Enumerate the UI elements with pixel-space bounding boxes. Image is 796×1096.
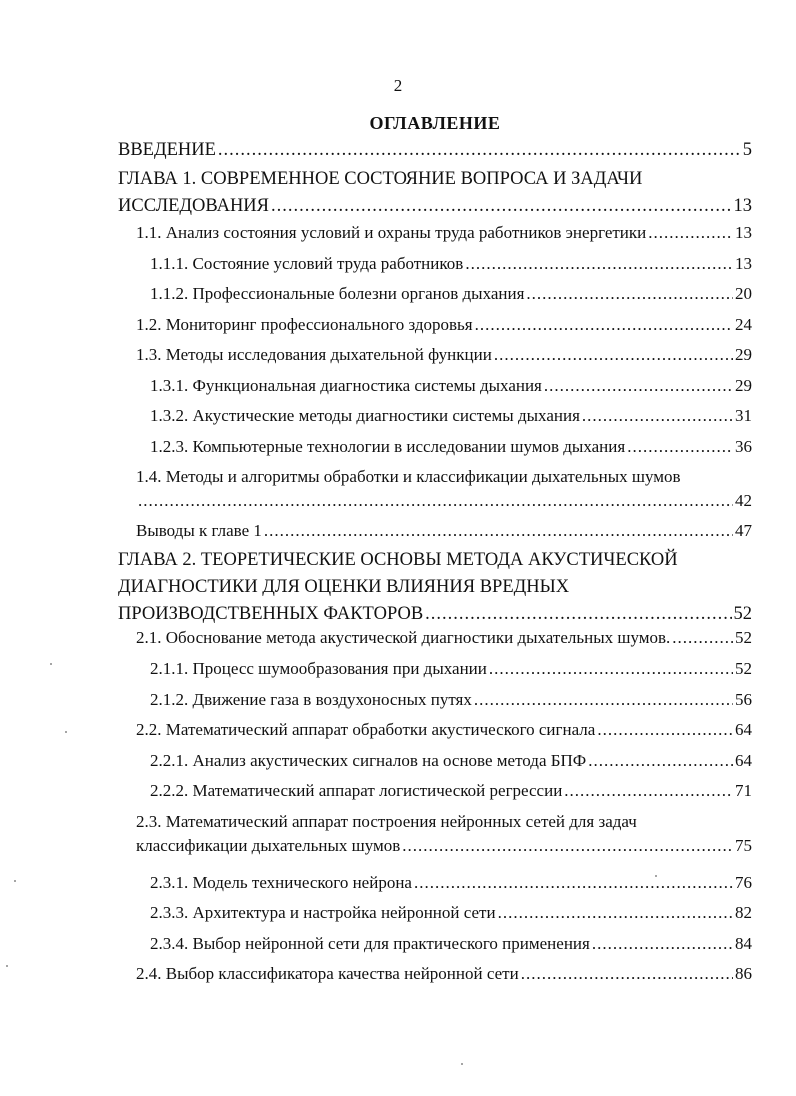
toc-entry-title: 1.1.2. Профессиональные болезни органов дыхания [150, 284, 525, 303]
toc-entry [150, 779, 752, 803]
toc-entry-title: 2.1. Обоснование метода акустической диагностики дыхательных шумов. [136, 628, 671, 647]
dot-leader [544, 374, 733, 398]
toc-entry [150, 657, 752, 681]
toc-entry-title: Выводы к главе 1 [136, 521, 262, 540]
scan-speck [65, 731, 67, 733]
toc-entry-title: 2.2.2. Математический аппарат логистической регрессии [150, 781, 563, 800]
dot-leader [465, 252, 733, 276]
toc-entry-page: 84 [735, 934, 752, 953]
toc-entry [136, 313, 752, 337]
toc-entry-page: 86 [735, 964, 752, 983]
toc-entry-page: 52 [733, 604, 752, 624]
toc-entry-title: ИССЛЕДОВАНИЯ [118, 196, 269, 216]
toc-entry-title: ВВЕДЕНИЕ [118, 140, 216, 160]
toc-entry-title-line: ГЛАВА 2. ТЕОРЕТИЧЕСКИЕ ОСНОВЫ МЕТОДА АКУСТИЧЕСКОЙ [118, 550, 678, 570]
toc-entry-title-line: ГЛАВА 1. СОВРЕМЕННОЕ СОСТОЯНИЕ ВОПРОСА И ЗАДАЧИ [118, 169, 643, 189]
toc-entry [136, 465, 752, 513]
toc-entry-title: 1.3. Методы исследования дыхательной функции [136, 345, 492, 364]
dot-leader [526, 282, 733, 306]
dot-leader [592, 932, 733, 956]
toc-entry [150, 282, 752, 306]
toc-entry-page: 13 [733, 196, 752, 216]
scan-speck [50, 663, 52, 665]
dot-leader [425, 601, 731, 628]
toc-entry [150, 252, 752, 276]
toc-entry [136, 519, 752, 543]
toc-entry-page: 24 [735, 315, 752, 334]
dot-leader [402, 834, 733, 858]
toc-entry-page: 13 [735, 254, 752, 273]
toc-entry-page: 82 [735, 903, 752, 922]
dot-leader [648, 221, 733, 245]
toc-entry-title-line: 1.4. Методы и алгоритмы обработки и классификации дыхательных шумов [136, 467, 681, 486]
toc-entry-page: 75 [735, 836, 752, 855]
toc-entry [136, 626, 752, 650]
scan-speck [14, 880, 16, 882]
toc-entry-page: 52 [735, 659, 752, 678]
toc-entry-title: ПРОИЗВОДСТВЕННЫХ ФАКТОРОВ [118, 604, 424, 624]
dot-leader [627, 435, 733, 459]
dot-leader [494, 343, 733, 367]
toc-entry [150, 932, 752, 956]
dot-leader [489, 657, 733, 681]
toc-entry [150, 901, 752, 925]
dot-leader [672, 626, 733, 650]
toc-entry-page: 29 [735, 345, 752, 364]
scan-speck [461, 1063, 463, 1065]
toc-entry-page: 76 [735, 873, 752, 892]
toc-entry-title: 2.4. Выбор классификатора качества нейронной сети [136, 964, 519, 983]
toc-entry-title: 2.2.1. Анализ акустических сигналов на основе метода БПФ [150, 751, 587, 770]
dot-leader [218, 137, 741, 164]
toc-entry [118, 166, 752, 220]
dot-leader [498, 901, 733, 925]
toc-entry-title-line: ДИАГНОСТИКИ ДЛЯ ОЦЕНКИ ВЛИЯНИЯ ВРЕДНЫХ [118, 577, 570, 597]
toc-entry-title: 1.2.3. Компьютерные технологии в исследовании шумов дыхания [150, 437, 626, 456]
toc-entry [150, 435, 752, 459]
toc-entry-page: 31 [735, 406, 752, 425]
toc-entry [150, 404, 752, 428]
toc-entry-title: 1.3.1. Функциональная диагностика системы дыхания [150, 376, 542, 395]
toc-entry [136, 718, 752, 742]
toc-entry-title: 2.3.3. Архитектура и настройка нейронной сети [150, 903, 496, 922]
toc-entry-title: классификации дыхательных шумов [136, 836, 401, 855]
toc-entry [118, 547, 752, 628]
toc-entry-page: 13 [735, 223, 752, 242]
toc-entry-title: 2.2. Математический аппарат обработки акустического сигнала [136, 720, 596, 739]
toc-entry-title: 2.3.4. Выбор нейронной сети для практического применения [150, 934, 590, 953]
toc-entry [150, 749, 752, 773]
toc-entry-page: 47 [735, 521, 752, 540]
toc-entry-page: 20 [735, 284, 752, 303]
dot-leader [588, 749, 733, 773]
scan-speck [655, 875, 657, 877]
toc-entry [136, 962, 752, 986]
toc-entry-title: 1.1.1. Состояние условий труда работников [150, 254, 464, 273]
toc-entry-page: 29 [735, 376, 752, 395]
toc-entry-title: 2.1.1. Процесс шумообразования при дыхании [150, 659, 487, 678]
dot-leader [414, 871, 733, 895]
toc-entry-page: 71 [735, 781, 752, 800]
toc-entry [136, 343, 752, 367]
dot-leader [475, 313, 733, 337]
toc-entry-title: 1.2. Мониторинг профессионального здоровья [136, 315, 473, 334]
toc-entry-title: 2.1.2. Движение газа в воздухоносных путях [150, 690, 472, 709]
toc-entry-title: 1.3.2. Акустические методы диагностики системы дыхания [150, 406, 580, 425]
dot-leader [564, 779, 733, 803]
toc-entry [150, 374, 752, 398]
dot-leader [474, 688, 733, 712]
dot-leader [597, 718, 733, 742]
scan-speck [6, 965, 8, 967]
toc-entry-title-line: 2.3. Математический аппарат построения нейронных сетей для задач [136, 812, 637, 831]
toc-entry-page: 56 [735, 690, 752, 709]
toc-entry [150, 688, 752, 712]
toc-entry-page: 5 [742, 140, 752, 160]
dot-leader [521, 962, 733, 986]
dot-leader [582, 404, 733, 428]
toc-entry [136, 810, 752, 858]
toc-entry-title: 1.1. Анализ состояния условий и охраны труда работников энергетики [136, 223, 647, 242]
toc-entry-page: 36 [735, 437, 752, 456]
toc-entry [118, 137, 752, 164]
toc-entry-page: 64 [735, 720, 752, 739]
toc-entry-title: 2.3.1. Модель технического нейрона [150, 873, 412, 892]
toc-entry-page: 64 [735, 751, 752, 770]
toc-entry-page: 52 [735, 628, 752, 647]
toc-heading: ОГЛАВЛЕНИЕ [369, 113, 501, 133]
page-number: 2 [393, 76, 403, 95]
dot-leader [264, 519, 733, 543]
toc-entry [136, 221, 752, 245]
toc-entry-page: 42 [735, 491, 752, 510]
dot-leader [271, 193, 732, 220]
dot-leader [138, 489, 733, 513]
toc-entry [150, 871, 752, 895]
